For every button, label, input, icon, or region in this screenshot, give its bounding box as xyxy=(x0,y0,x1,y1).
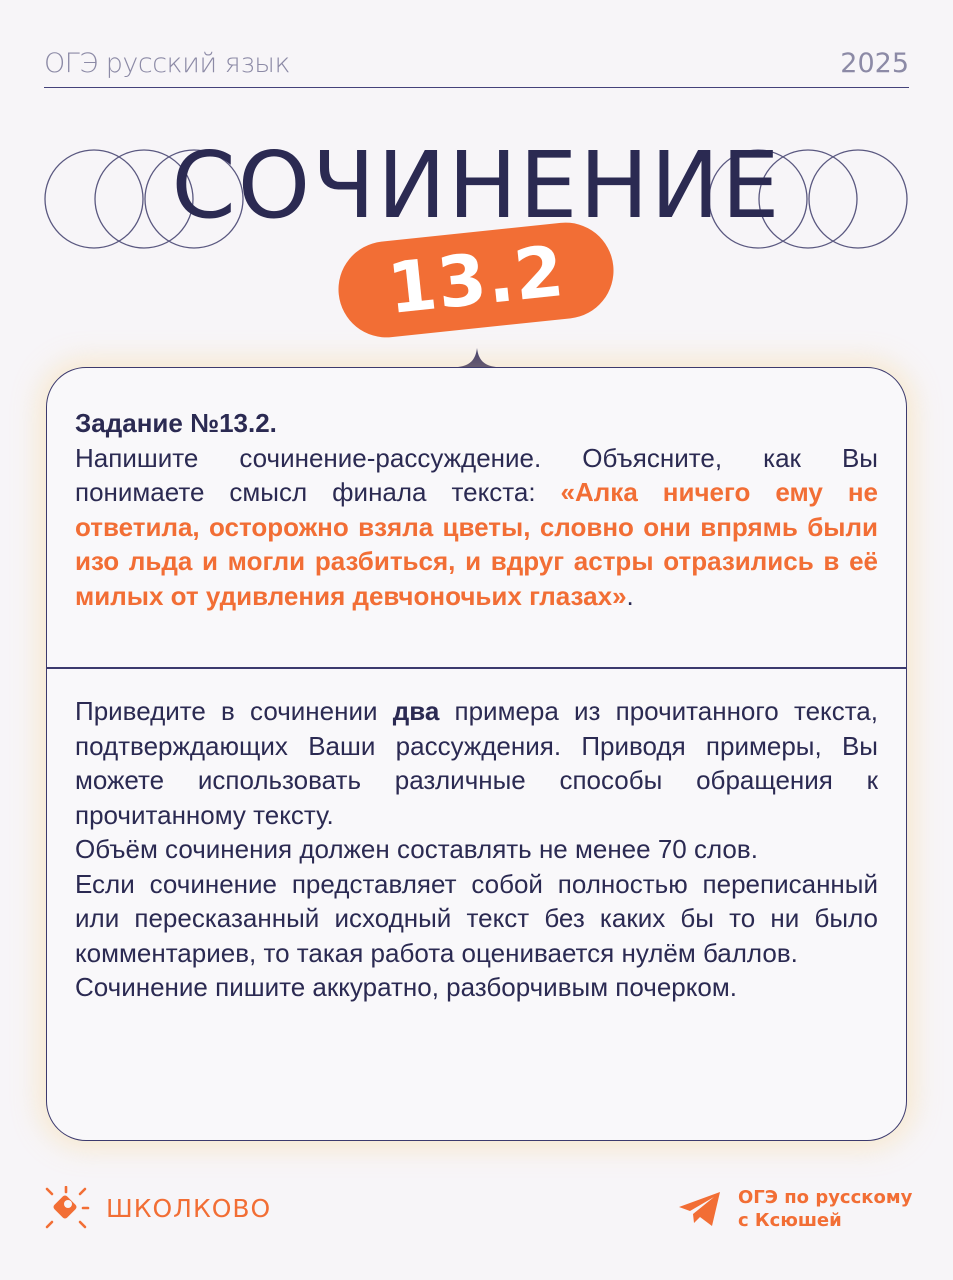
instruction-zero-score: Если сочинение представляет собой полностью переписанный или пересказанный исходный текст без каких бы то ни было комментариев, то такая работа оценивается нулём баллов. xyxy=(75,868,878,968)
shkolkovo-logo-icon xyxy=(44,1186,90,1230)
task-intro: Напишите сочинение-рассуждение. Объясните, как Вы понимаете смысл финала текста: xyxy=(75,442,878,507)
instruction-word-count: Объём сочинения должен составлять не менее 70 слов. xyxy=(75,834,758,864)
telegram-channel[interactable] xyxy=(678,1186,912,1232)
brand-name: ШКОЛКОВО xyxy=(106,1193,272,1223)
telegram-channel-label xyxy=(738,1186,912,1232)
header-year: 2025 xyxy=(840,48,909,79)
instruction-text: примера из прочитанного текста, подтверждающих Ваши рассуждения. Приводя примеры, Вы можете использовать различные способы обращения к прочитанному тексту. xyxy=(75,696,878,830)
task-section xyxy=(75,406,878,613)
header-divider xyxy=(44,87,909,88)
task-card xyxy=(46,367,907,1141)
task-quote: «Алка ничего ему не ответила, осторожно взяла цветы, словно они впрямь были изо льда и могли разбиться, и вдруг астры отразились в её милых от удивления девчоночьих глазах» xyxy=(75,477,878,611)
header-subject: ОГЭ русский язык xyxy=(44,48,290,79)
page-title: СОЧИНЕНИЕ xyxy=(171,132,782,239)
instruction-handwriting: Сочинение пишите аккуратно, разборчивым почерком. xyxy=(75,972,737,1002)
instruction-examples xyxy=(75,694,878,832)
task-end: . xyxy=(626,580,634,611)
card-divider xyxy=(47,667,906,669)
instructions-section xyxy=(75,694,878,1005)
task-number-label: 13.2 xyxy=(383,229,569,331)
channel-line1: ОГЭ по русскому xyxy=(738,1187,913,1208)
task-title: Задание №13.2. xyxy=(75,408,277,438)
task-text xyxy=(75,441,878,614)
telegram-icon xyxy=(678,1190,722,1228)
channel-line2: с Ксюшей xyxy=(738,1210,842,1231)
instruction-emphasis: два xyxy=(392,696,440,726)
brand-logo xyxy=(44,1186,271,1230)
instruction-text: Приведите в сочинении xyxy=(75,696,393,726)
